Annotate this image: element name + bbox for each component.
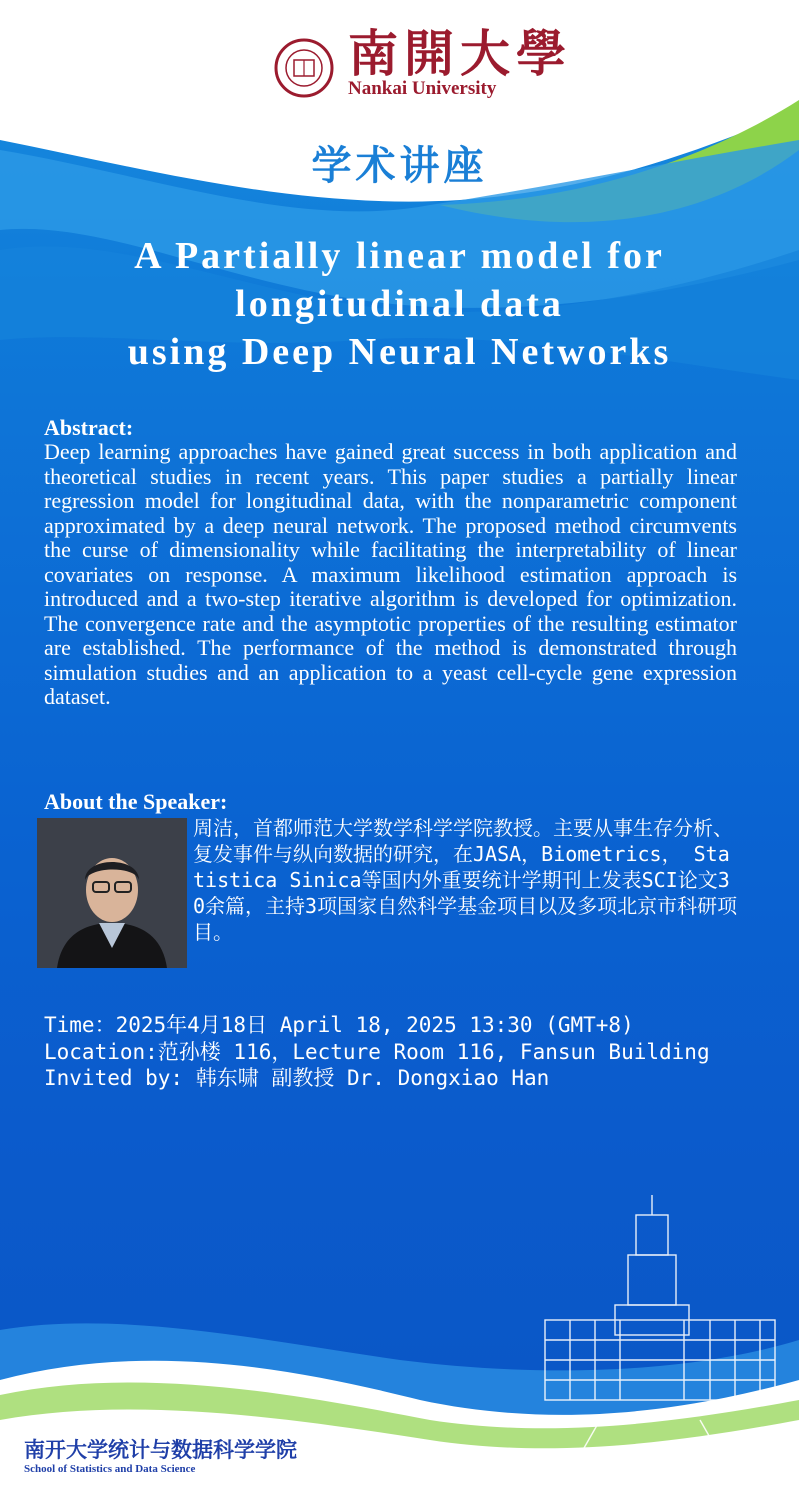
title-line-1: A Partially linear model for (134, 235, 665, 277)
lecture-heading: 学术讲座 (311, 142, 488, 189)
speaker-label: About the Speaker: (44, 789, 228, 814)
speaker-photo (37, 818, 187, 968)
speaker-bio: 周洁，首都师范大学数学科学学院教授。主要从事生存分析、复发事件与纵向数据的研究，在JASA，Biometrics， Statistica Sinica等国内外重要统计学期刊上发表SCI论文30余篇，主持3项国家自然科学基金项目以及多项北京市科研项目。 (193, 816, 738, 944)
location-info: Location:范孙楼 116，Lecture Room 116, Fansun Building (44, 1039, 710, 1064)
abstract-label: Abstract: (44, 415, 134, 440)
school-name-en: School of Statistics and Data Science (24, 1463, 196, 1475)
lecture-details (44, 1012, 744, 1092)
invited-by-info: Invited by: 韩东啸 副教授 Dr. Dongxiao Han (44, 1066, 550, 1090)
university-name-en: Nankai University (348, 78, 497, 99)
school-name-cn: 南开大学统计与数据科学学院 (24, 1437, 297, 1462)
title-line-3: using Deep Neural Networks (127, 331, 672, 373)
time-info: Time：2025年4月18日 April 18, 2025 13:30 (GMT+8) (44, 1013, 634, 1037)
abstract-text: Deep learning approaches have gained great success in both application and theoretical studies in recent years. This paper studies a partially linear regression model for longitudinal data, with the nonparametric component approximated by a deep neural network. The proposed method circumvents the curse of dimensionality while facilitating the interpretability of linear covariates on response. A maximum likelihood estimation approach is introduced and a two-step iterative algorithm is developed for optimization. The convergence rate and the asymptotic properties of the resulting estimator are established. The performance of the method is demonstrated through simulation studies and an application to a yeast cell-cycle gene expression dataset. (44, 439, 737, 709)
lecture-title (0, 232, 799, 376)
university-seal-icon (274, 38, 334, 98)
university-name-cn: 南開大學 (348, 24, 572, 83)
title-line-2: longitudinal data (235, 283, 564, 325)
